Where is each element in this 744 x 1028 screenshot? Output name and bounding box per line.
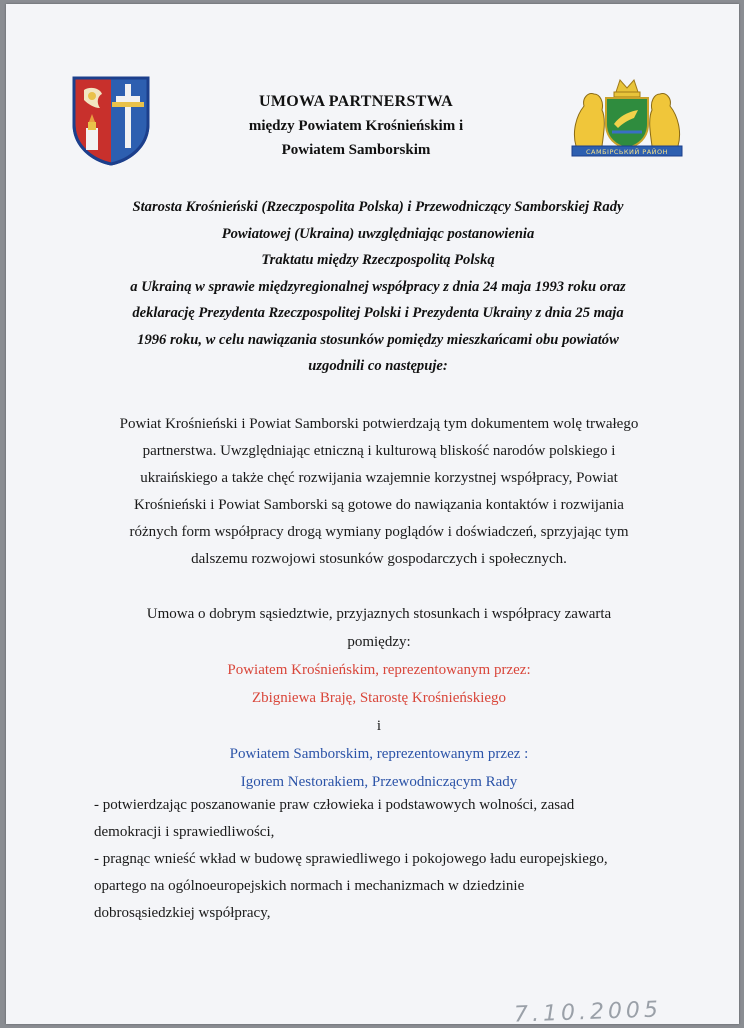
ribbon-text: САМБІРСЬКИЙ РАЙОН — [585, 148, 669, 156]
agreement-intro: pomiędzy: — [347, 634, 411, 650]
paragraph-line: ukraińskiego a także chęć rozwijania wzajemnie korzystnej współpracy, Powiat — [140, 470, 618, 486]
preamble — [94, 194, 662, 380]
coat-of-arms-left-icon — [70, 74, 152, 166]
party-one-representative: Zbigniewa Braję, Starostę Krośnieńskiego — [251, 690, 507, 706]
preamble-line: deklarację Prezydenta Rzeczpospolitej Polski i Prezydenta Ukrainy z dnia 25 maja — [132, 305, 624, 321]
paragraph-line: dalszemu rozwojowi stosunków gospodarczych i społecznych. — [191, 551, 567, 567]
paragraph-line: Powiat Krośnieński i Powiat Samborski potwierdzają tym dokumentem wolę trwałego — [119, 416, 639, 432]
agreement-intro: Umowa o dobrym sąsiedztwie, przyjaznych stosunkach i współpracy zawarta — [146, 606, 612, 622]
clause-line: dobrosąsiedzkiej współpracy, — [94, 905, 271, 921]
handwritten-date: 7.10.2005 — [513, 997, 663, 1028]
conjunction: i — [376, 718, 382, 734]
clause-line: demokracji i sprawiedliwości, — [94, 824, 275, 840]
preamble-line: Powiatowej (Ukraina) uwzględniając postanowienia — [221, 225, 535, 242]
preamble-line: uzgodnili co następuje: — [308, 358, 448, 374]
title-line-3: Powiatem Samborskim — [281, 142, 431, 158]
clause-line: - pragnąc wnieść wkład w budowę sprawiedliwego i pokojowego ładu europejskiego, — [94, 851, 608, 867]
title-line-2: między Powiatem Krośnieńskim i — [248, 118, 464, 134]
document-page — [6, 4, 739, 1028]
partnership-paragraph — [84, 411, 674, 573]
agreement-parties — [84, 600, 674, 796]
paragraph-line: partnerstwa. Uwzględniając etniczną i kulturową bliskość narodów polskiego i — [142, 443, 616, 459]
paragraph-line: różnych form współpracy drogą wymiany poglądów i doświadczeń, sprzyjając tym — [129, 524, 629, 540]
party-one: Powiatem Krośnieńskim, reprezentowanym przez: — [227, 662, 531, 678]
preamble-line: a Ukrainą w sprawie międzyregionalnej współpracy z dnia 24 maja 1993 roku oraz — [130, 278, 626, 295]
paragraph-line: Krośnieński i Powiat Samborski są gotowe do nawiązania kontaktów i rozwijania — [134, 497, 624, 513]
clauses — [94, 792, 694, 927]
title-line-1: UMOWA PARTNERSTWA — [258, 93, 454, 110]
preamble-line: Traktatu między Rzeczpospolitą Polską — [261, 252, 495, 268]
document-title — [196, 90, 516, 162]
party-two: Powiatem Samborskim, reprezentowanym przez : — [229, 746, 529, 762]
clause-line: opartego na ogólnoeuropejskich normach i mechanizmach w dziedzinie — [94, 878, 525, 894]
coat-of-arms-right-icon — [562, 76, 692, 162]
clause-line: - potwierdzając poszanowanie praw człowieka i podstawowych wolności, zasad — [94, 797, 575, 813]
party-two-representative: Igorem Nestorakiem, Przewodniczącym Rady — [240, 774, 518, 790]
preamble-line: 1996 roku, w celu nawiązania stosunków pomiędzy mieszkańcami obu powiatów — [137, 331, 619, 348]
preamble-line: Starosta Krośnieński (Rzeczpospolita Polska) i Przewodniczący Samborskiej Rady — [132, 199, 624, 215]
